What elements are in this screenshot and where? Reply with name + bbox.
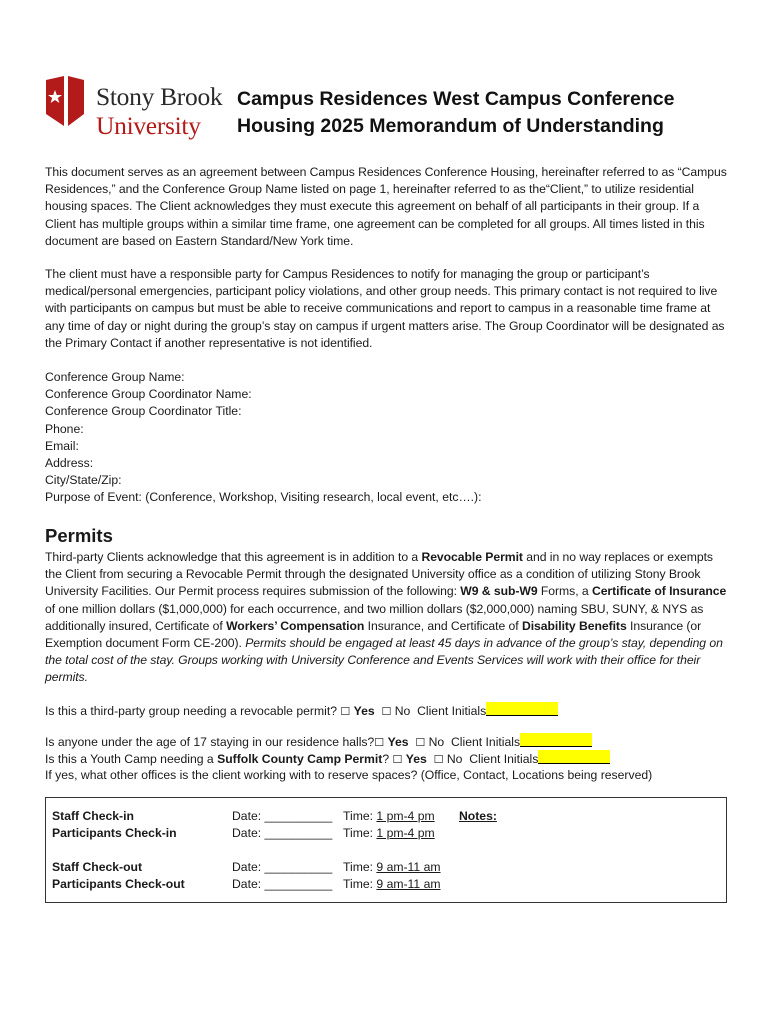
client-initials-field[interactable]: [520, 733, 592, 747]
date-field[interactable]: Date: __________: [232, 826, 333, 840]
client-initials-field[interactable]: [486, 702, 558, 716]
permits-paragraph: Third-party Clients acknowledge that this agreement is in addition to a Revocable Permit and in no way replaces or exempts the Client from securing a Revocable Permit through the designated University office as a condition of utilizing Stony Brook University Facilities. Our Permit process requires submission of the following: W9 & sub-W9 Forms, a Certificate of Insurance of one million dollars ($1,000,000) for each occurrence, and two million dollars ($2,000,000) naming SBU, SUNY, & NYS as additionally insured, Certificate of Workers’ Compensation Insurance, and Certificate of Disability Benefits Insurance (or Exemption document Form CE-200). Permits should be engaged at least 45 days in advance of the group’s stay, depending on the total cost of the stay. Groups working with University Conference and Events Services will work with their office for their permits.: [45, 550, 727, 685]
shield-emblem-icon: [44, 76, 90, 128]
field-group-name[interactable]: Conference Group Name:: [45, 370, 185, 384]
university-logo: [44, 76, 234, 142]
question-under-17: Is anyone under the age of 17 staying in our residence halls?☐ Yes ☐ No Client Initials: [45, 733, 592, 751]
logo-line-2: University: [96, 111, 201, 140]
group-info-fields: [45, 369, 481, 507]
field-purpose-of-event[interactable]: Purpose of Event: (Conference, Workshop, Visiting research, local event, etc….):: [45, 490, 482, 505]
date-field[interactable]: Date: __________: [232, 877, 333, 891]
field-coordinator-name[interactable]: Conference Group Coordinator Name:: [45, 387, 252, 402]
checkbox-no[interactable]: ☐: [433, 753, 444, 766]
checkbox-no[interactable]: ☐: [415, 736, 426, 749]
logo-line-1: Stony Brook: [96, 82, 223, 111]
time-value: Time: 1 pm-4 pm: [343, 809, 435, 823]
row-label: Participants Check-out: [52, 877, 185, 891]
row-label: Staff Check-in: [52, 809, 134, 823]
row-label: Participants Check-in: [52, 826, 177, 840]
checkbox-yes[interactable]: ☐: [392, 753, 403, 766]
intro-paragraph: [45, 164, 729, 250]
document-title: Campus Residences West Campus Conference Housing 2025 Memorandum of Understanding: [237, 88, 675, 137]
permits-heading: Permits: [45, 525, 113, 546]
contact-paragraph: [45, 266, 729, 352]
schedule-table: [45, 797, 727, 903]
field-city-state-zip[interactable]: City/State/Zip:: [45, 473, 122, 488]
checkbox-yes[interactable]: ☐: [374, 736, 385, 749]
row-label: Staff Check-out: [52, 860, 143, 874]
checkbox-no[interactable]: ☐: [381, 705, 392, 718]
date-field[interactable]: Date: __________: [232, 809, 333, 823]
intro-text: This document serves as an agreement between Campus Residences Conference Housing, hereinafter referred to as “Campus Residences,” and the Conference Group Name listed on page 1, hereinafter referred to as the“Client,” to utilize residential housing spaces. The Client acknowledges they must execute this agreement on behalf of all participants in their group. If a Client has multiple groups within a similar time frame, one agreement can be completed for all groups. All times listed in this document are based on Eastern Standard/New York time.: [45, 165, 727, 248]
question-other-offices: If yes, what other offices is the client working with to reserve spaces? (Office, Contact, Locations being reserved): [45, 768, 653, 782]
question-youth-camp: Is this a Youth Camp needing a Suffolk County Camp Permit? ☐ Yes ☐ No Client Initials: [45, 750, 610, 768]
checkbox-yes[interactable]: ☐: [340, 705, 351, 718]
time-value: Time: 1 pm-4 pm: [343, 826, 435, 840]
date-field[interactable]: Date: __________: [232, 860, 333, 874]
field-address[interactable]: Address:: [45, 455, 94, 470]
contact-text: The client must have a responsible party for Campus Residences to notify for managing the group or participant’s medical/personal emergencies, participant policy violations, and other group needs. This primary contact is not required to live with participants on campus but must be able to receive communications and report to campus in a reasonable time frame at any time of day or night during the group’s stay on campus if urgent matters arise. The Group Coordinator will be designated as the Primary Contact if another representative is not identified.: [45, 267, 725, 350]
time-value: Time: 9 am-11 am: [343, 860, 441, 874]
notes-label: Notes:: [459, 809, 497, 823]
time-value: Time: 9 am-11 am: [343, 877, 441, 891]
field-phone[interactable]: Phone:: [45, 421, 84, 436]
field-email[interactable]: Email:: [45, 438, 79, 453]
field-coordinator-title[interactable]: Conference Group Coordinator Title:: [45, 404, 242, 419]
client-initials-field[interactable]: [538, 750, 610, 764]
question-revocable-permit: Is this a third-party group needing a revocable permit? ☐ Yes ☐ No Client Initials: [45, 702, 558, 720]
